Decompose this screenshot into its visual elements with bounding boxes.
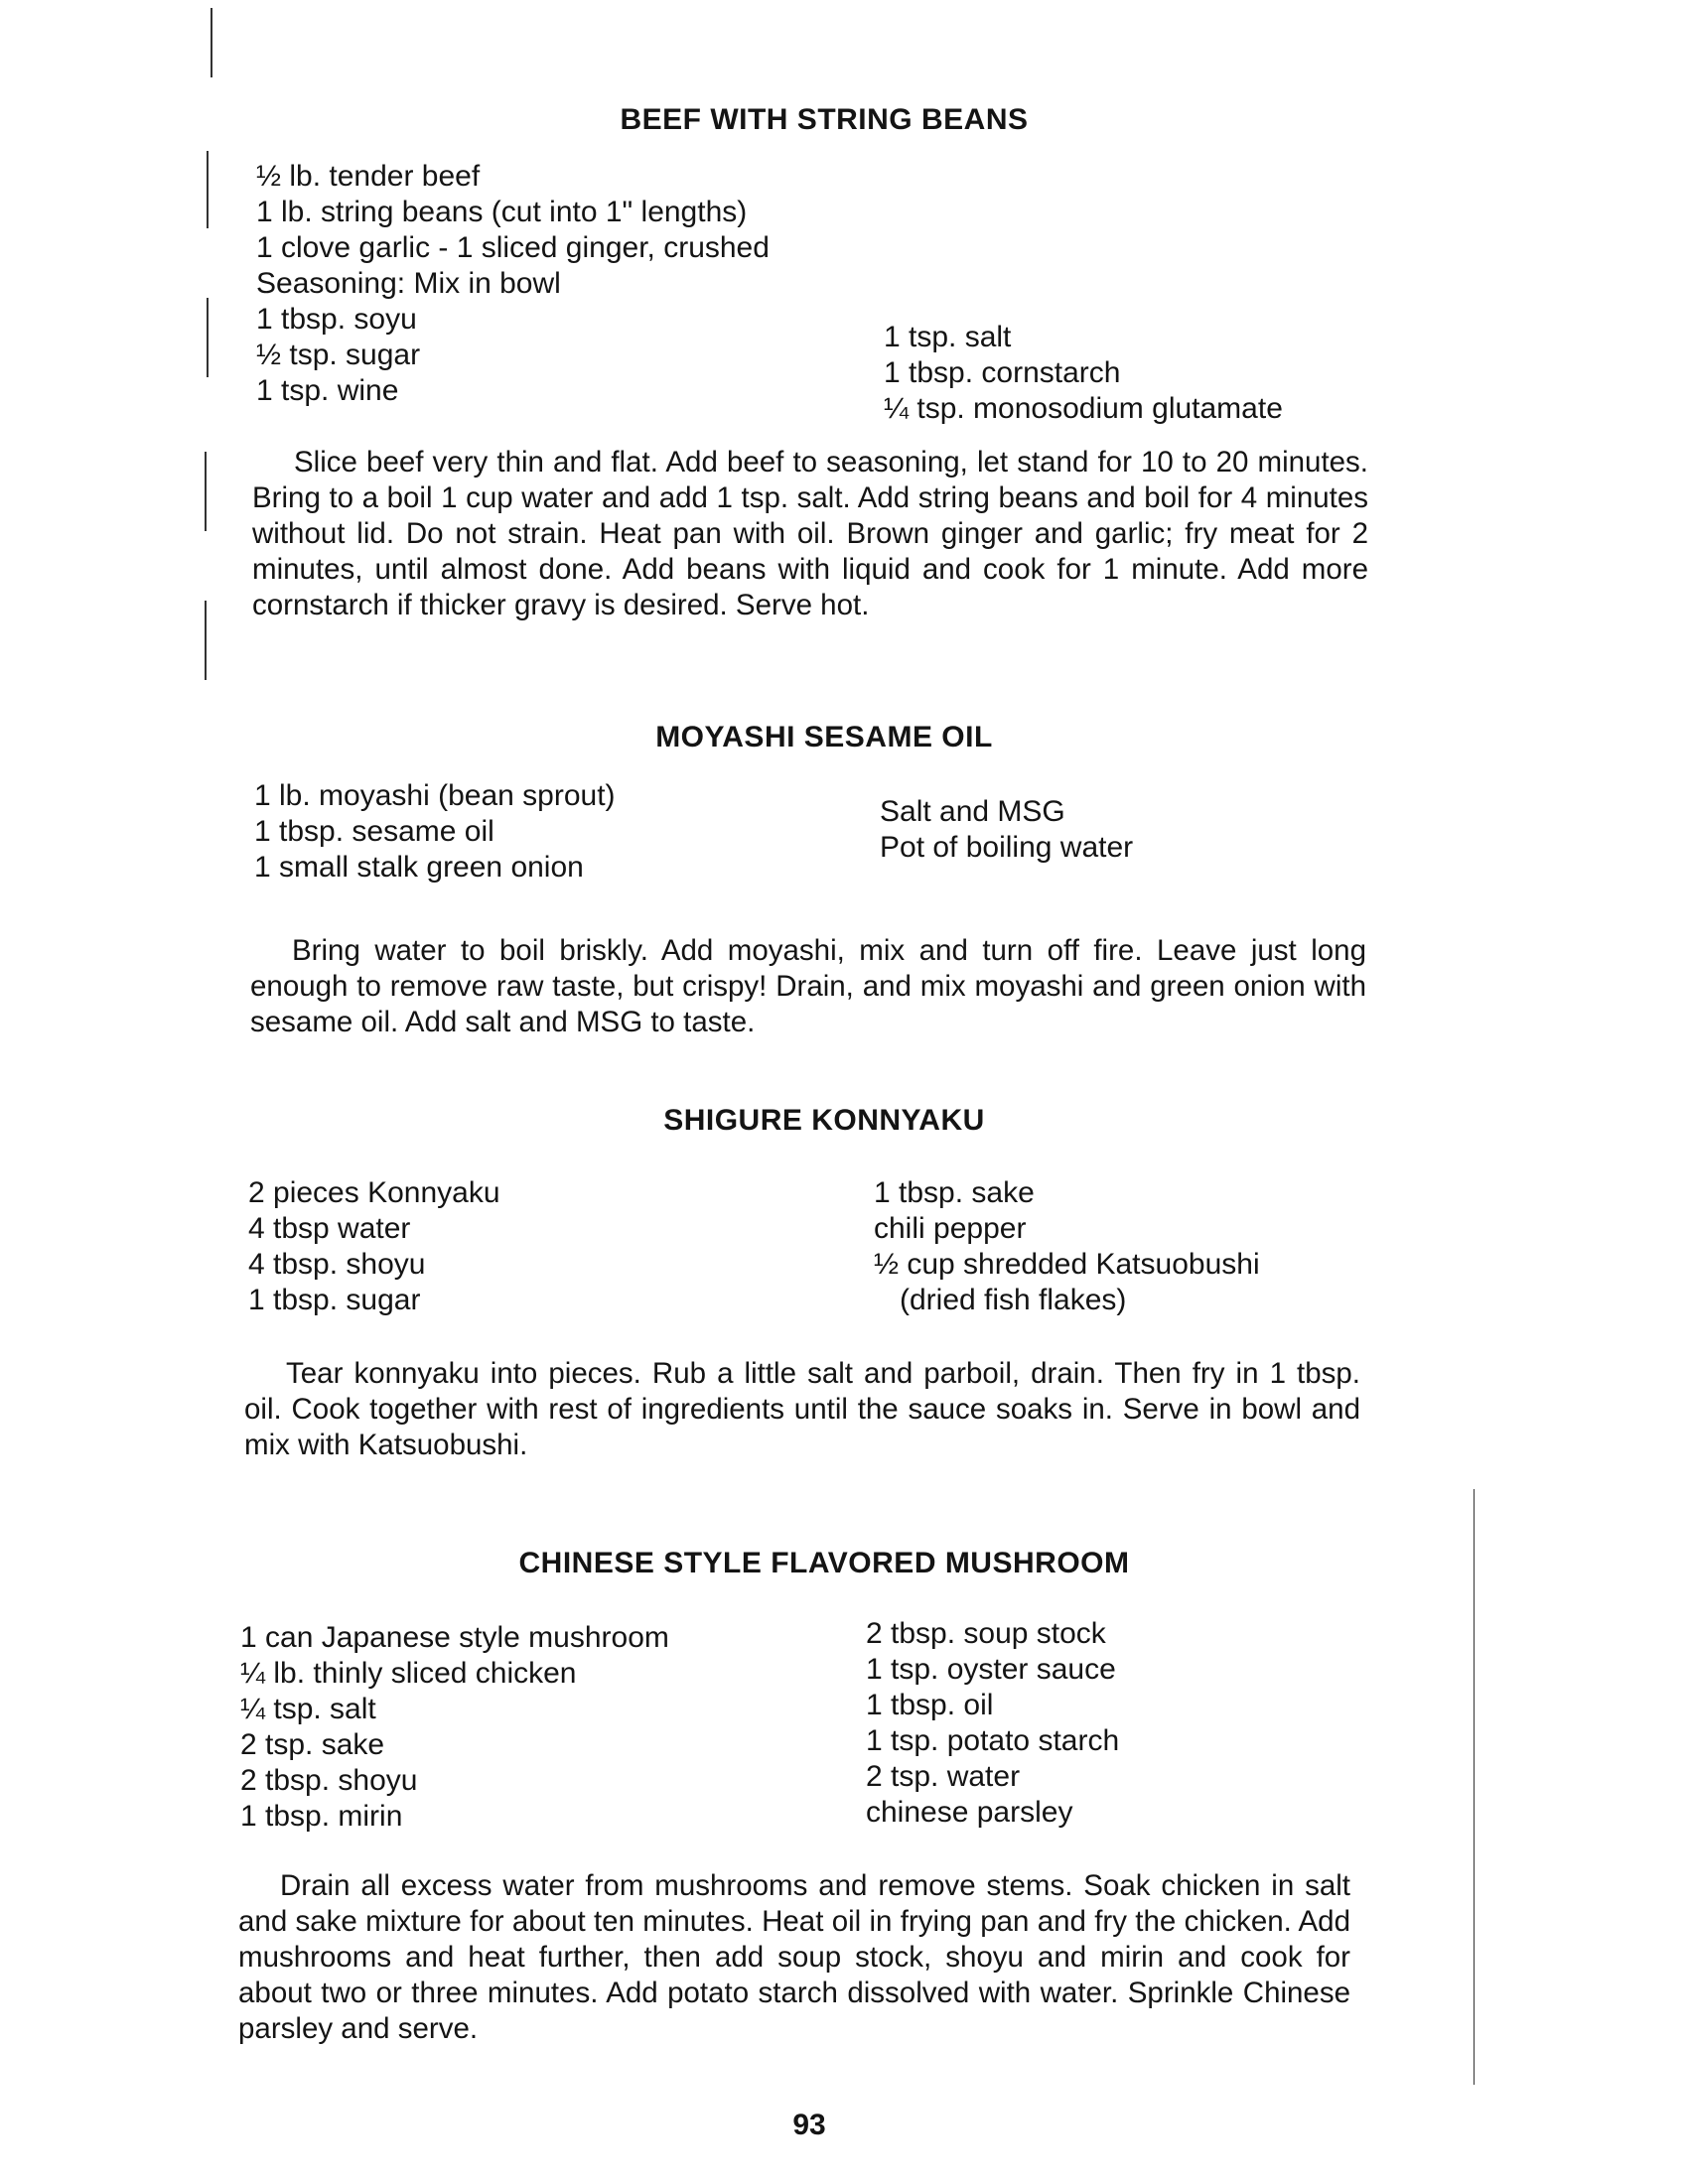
ingredient: (dried fish flakes) — [900, 1284, 1127, 1316]
recipe-title: SHIGURE KONNYAKU — [663, 1104, 985, 1137]
scan-mark — [211, 8, 212, 77]
ingredient: 2 tsp. water — [866, 1760, 1021, 1793]
recipe-title: BEEF WITH STRING BEANS — [620, 103, 1029, 136]
ingredients-right — [884, 320, 1283, 427]
ingredient: 1 tsp. wine — [256, 374, 399, 407]
ingredient: ¼ tsp. monosodium glutamate — [884, 392, 1283, 425]
ingredient: 1 tbsp. oil — [866, 1689, 994, 1721]
scan-mark — [207, 298, 209, 377]
ingredient: 2 tsp. sake — [240, 1728, 385, 1761]
ingredients-right — [874, 1175, 1260, 1318]
ingredient: 1 can Japanese style mushroom — [240, 1621, 669, 1654]
scan-mark — [205, 601, 207, 680]
ingredient: 2 tbsp. shoyu — [240, 1764, 418, 1797]
ingredient: 1 small stalk green onion — [254, 851, 584, 884]
page-number: 93 — [792, 2109, 826, 2141]
instructions: Tear konnyaku into pieces. Rub a little salt and parboil, drain. Then fry in 1 tbsp. oil. Cook together with rest of ingredients until the sauce soaks in. Serve in bowl and mix with Katsuobushi. — [244, 1357, 1360, 1461]
ingredient: ½ cup shredded Katsuobushi — [874, 1248, 1260, 1281]
ingredient: ¼ tsp. salt — [240, 1693, 376, 1725]
ingredient: 4 tbsp. shoyu — [248, 1248, 426, 1281]
ingredient: Pot of boiling water — [880, 831, 1134, 864]
ingredient: 2 pieces Konnyaku — [248, 1176, 500, 1209]
instructions: Slice beef very thin and flat. Add beef to seasoning, let stand for 10 to 20 minutes. Bring to a boil 1 cup water and add 1 tsp. salt. Add string beans and boil for 4 minutes without lid. Do not strain. Heat pan with oil. Brown ginger and garlic; fry meat for 2 minutes, until almost done. Add beans with liquid and cook for 1 minute. Add more cornstarch if thicker gravy is desired. Serve hot. — [252, 446, 1368, 621]
ingredient: 1 tbsp. sake — [874, 1176, 1035, 1209]
ingredients-left — [256, 159, 770, 409]
ingredient: 1 tbsp. sugar — [248, 1284, 421, 1316]
ingredients-right — [880, 794, 1133, 866]
instructions: Drain all excess water from mushrooms and remove stems. Soak chicken in salt and sake mixture for about ten minutes. Heat oil in frying pan and fry the chicken. Add mushrooms and heat further, then add soup stock, shoyu and mirin and cook for about two or three minutes. Add potato starch dissolved with water. Sprinkle Chinese parsley and serve. — [238, 1869, 1350, 2045]
scan-mark — [207, 151, 209, 228]
ingredient: Seasoning: Mix in bowl — [256, 267, 561, 300]
ingredient: Salt and MSG — [880, 795, 1065, 828]
ingredient: chinese parsley — [866, 1796, 1073, 1829]
ingredient: ½ lb. tender beef — [256, 160, 481, 193]
ingredient: 1 tbsp. cornstarch — [884, 356, 1121, 389]
ingredient: 1 lb. moyashi (bean sprout) — [254, 779, 616, 812]
ingredient: 1 tsp. potato starch — [866, 1724, 1120, 1757]
recipe-title: MOYASHI SESAME OIL — [655, 721, 993, 753]
ingredients-left — [254, 778, 616, 886]
ingredient: 1 tsp. salt — [884, 321, 1012, 353]
instructions: Bring water to boil briskly. Add moyashi, mix and turn off fire. Leave just long enough to remove raw taste, but crispy! Drain, and mix moyashi and green onion with sesame oil. Add salt and MSG to taste. — [250, 934, 1366, 1038]
ingredients-right — [866, 1616, 1119, 1831]
ingredient: ¼ lb. thinly sliced chicken — [240, 1657, 577, 1690]
ingredient: 1 tbsp. sesame oil — [254, 815, 494, 848]
ingredients-left — [248, 1175, 500, 1318]
ingredient: 4 tbsp water — [248, 1212, 411, 1245]
ingredient: 1 clove garlic - 1 sliced ginger, crushed — [256, 231, 770, 264]
ingredient: 1 tbsp. soyu — [256, 303, 417, 336]
ingredient: 1 lb. string beans (cut into 1" lengths) — [256, 196, 748, 228]
ingredient: 2 tbsp. soup stock — [866, 1617, 1106, 1650]
ingredient: chili pepper — [874, 1212, 1027, 1245]
ingredient: 1 tsp. oyster sauce — [866, 1653, 1116, 1686]
ingredient: 1 tbsp. mirin — [240, 1800, 403, 1833]
ingredients-left — [240, 1620, 669, 1835]
ingredient: ½ tsp. sugar — [256, 339, 421, 371]
scan-mark — [205, 452, 207, 531]
recipe-title: CHINESE STYLE FLAVORED MUSHROOM — [518, 1547, 1130, 1579]
